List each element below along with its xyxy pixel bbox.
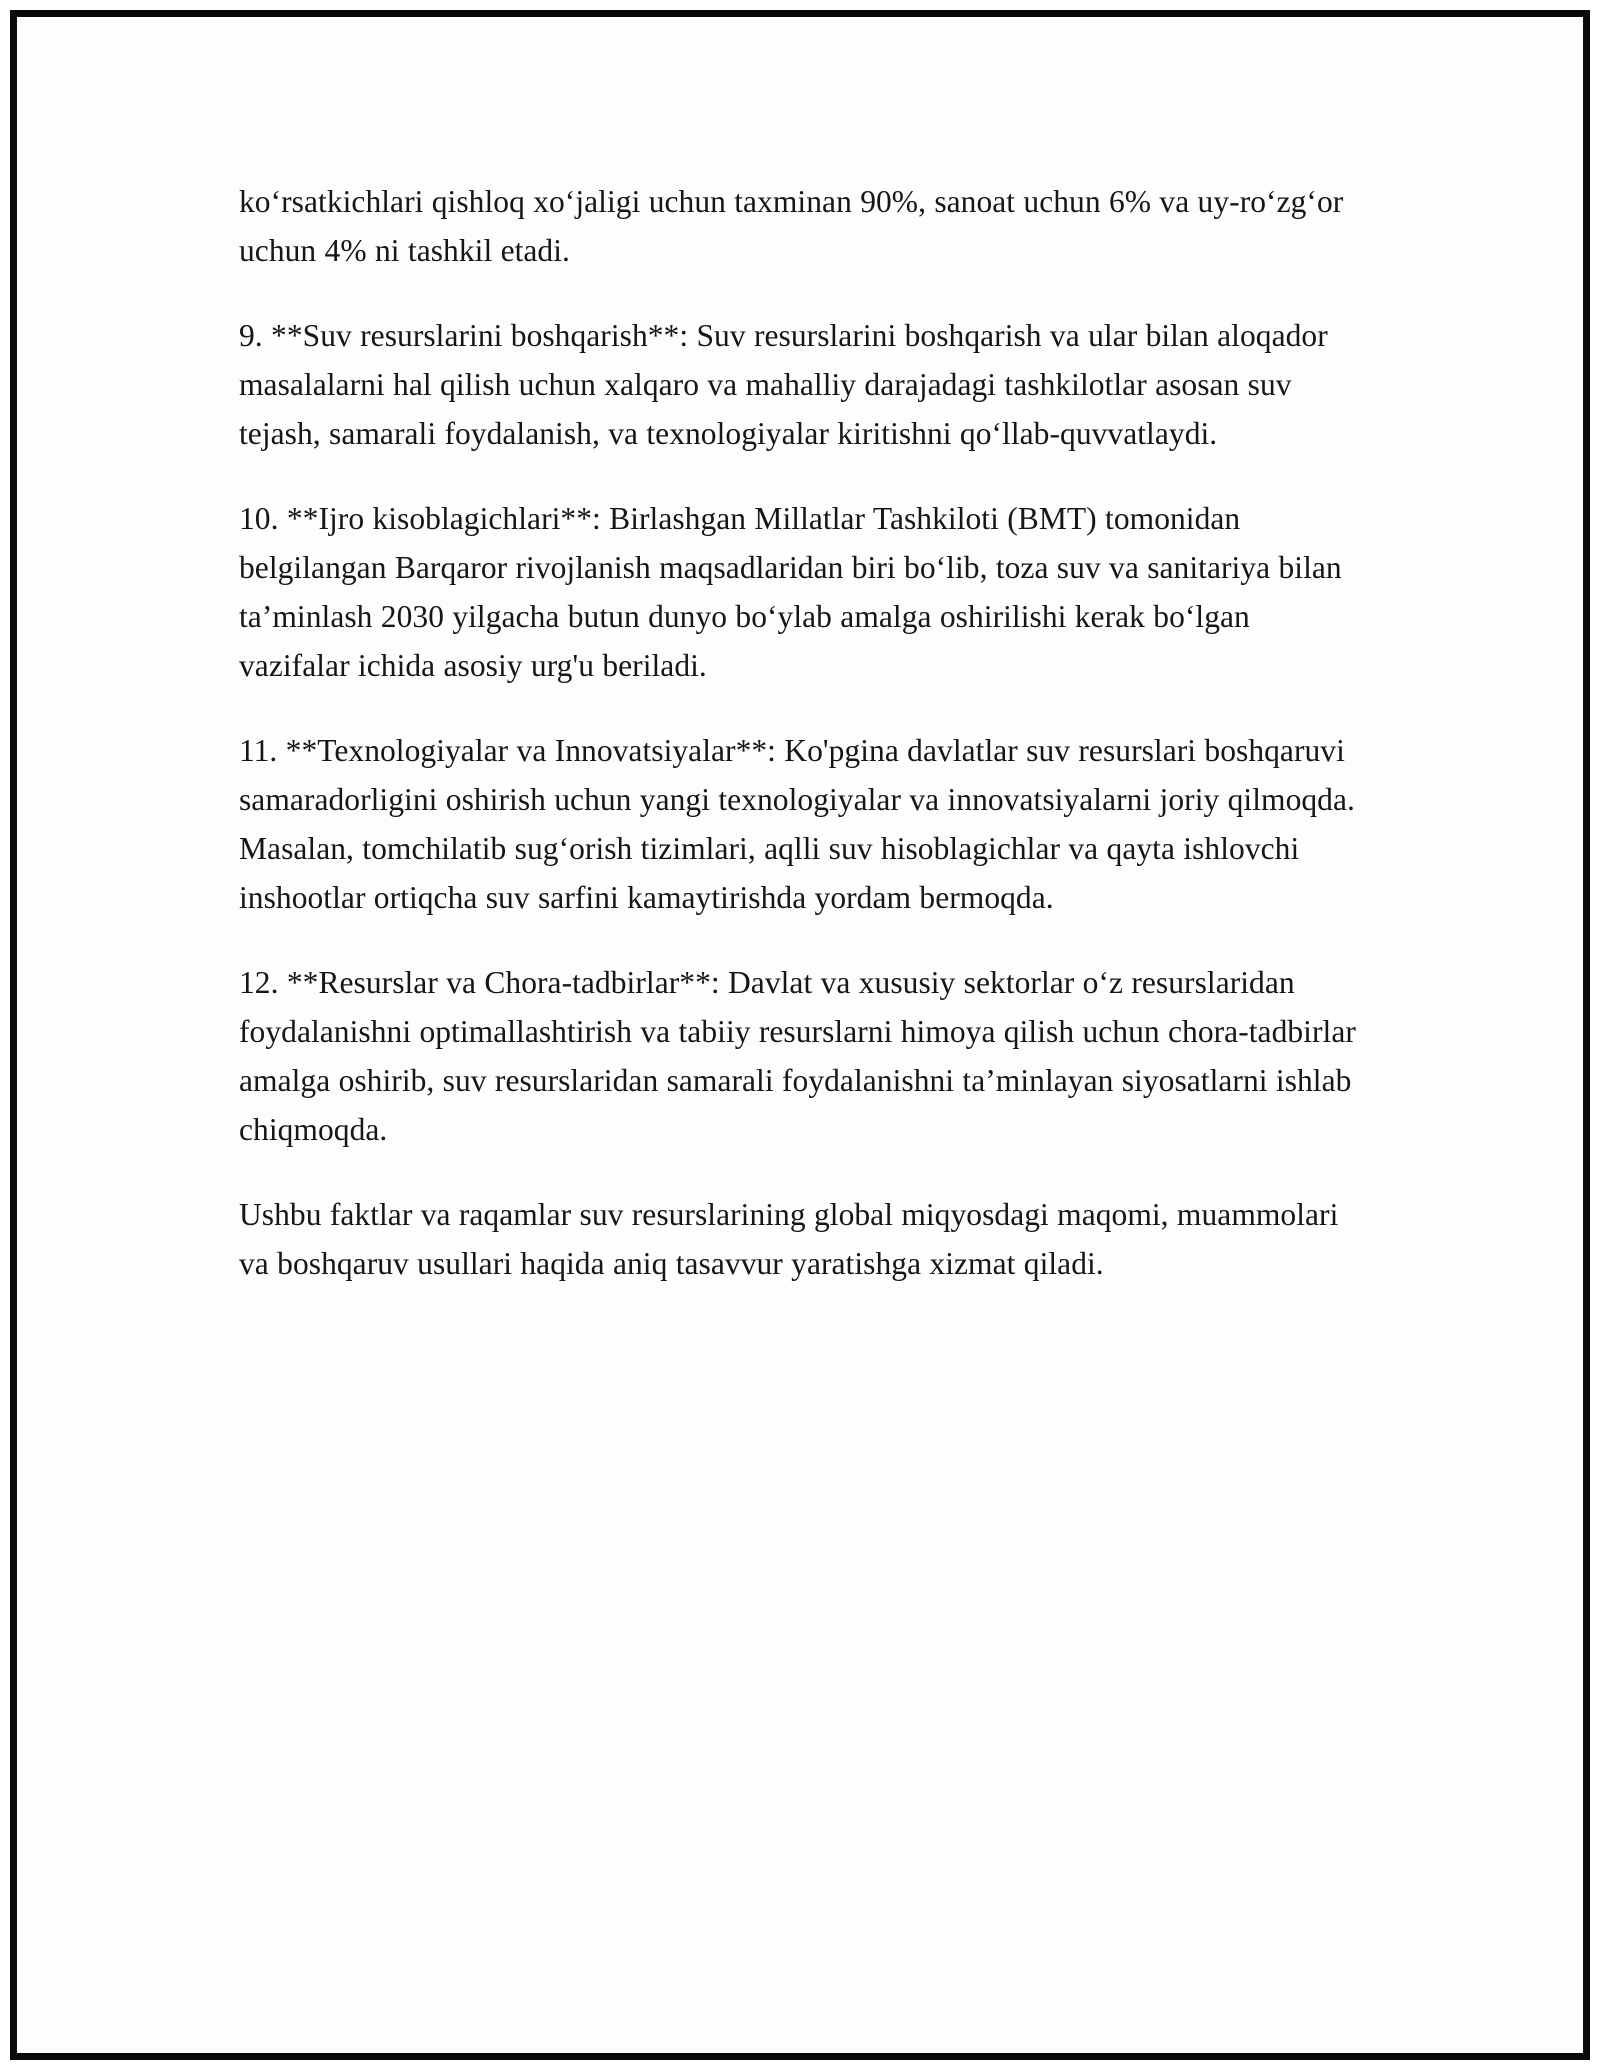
paragraph-continuation: ko‘rsatkichlari qishloq xo‘jaligi uchun taxminan 90%, sanoat uchun 6% va uy-ro‘zg‘or uchun 4% ni tashkil etadi. [239, 184, 1344, 268]
paragraph-item-12: 12. **Resurslar va Chora-tadbirlar**: Davlat va xususiy sektorlar o‘z resurslaridan foydalanishni optimallashtirish va tabiiy resurslarni himoya qilish uchun chora-tadbirlar amalga oshirib, suv resurslaridan samarali foydalanishni ta’minlayan siyosatlarni ishlab chiqmoqda. [239, 965, 1356, 1147]
page-content-area [17, 17, 1583, 2053]
paragraph-item-10: 10. **Ijro kisoblagichlari**: Birlashgan Millatlar Tashkiloti (BMT) tomonidan belgilangan Barqaror rivojlanish maqsadlaridan biri bo‘lib, toza suv va sanitariya bilan ta’minlash 2030 yilgacha butun dunyo bo‘ylab amalga oshirilishi kerak bo‘lgan vazifalar ichida asosiy urg'u beriladi. [239, 501, 1342, 683]
paragraph-item-11: 11. **Texnologiyalar va Innovatsiyalar**: Ko'pgina davlatlar suv resurslari boshqaruvi samaradorligini oshirish uchun yangi texnologiyalar va innovatsiyalarni joriy qilmoqda. Masalan, tomchilatib sug‘orish tizimlari, aqlli suv hisoblagichlar va qayta ishlovchi inshootlar ortiqcha suv sarfini kamaytirishda yordam bermoqda. [239, 733, 1355, 915]
paragraph-item-9: 9. **Suv resurslarini boshqarish**: Suv resurslarini boshqarish va ular bilan aloqador masalalarni hal qilish uchun xalqaro va mahalliy darajadagi tashkilotlar asosan suv tejash, samarali foydalanish, va texnologiyalar kiritishni qo‘llab-quvvatlaydi. [239, 318, 1328, 451]
page-border-frame [10, 10, 1590, 2060]
document-text-body [239, 177, 1357, 1288]
paragraph-conclusion: Ushbu faktlar va raqamlar suv resurslarining global miqyosdagi maqomi, muammolari va boshqaruv usullari haqida aniq tasavvur yaratishga xizmat qiladi. [239, 1197, 1339, 1281]
